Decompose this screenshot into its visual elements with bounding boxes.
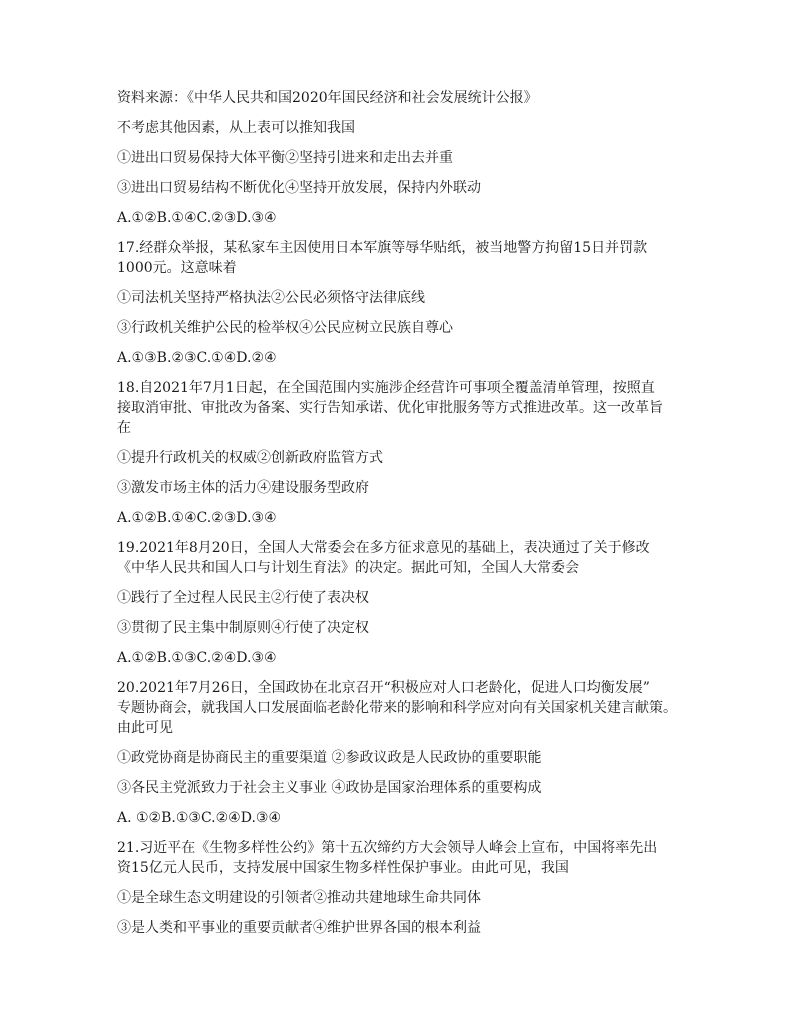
option-line: ①司法机关坚持严格执法②公民必须恪守法律底线 — [117, 290, 425, 306]
question-stem: 不考虑其他因素，从上表可以推知我国 — [117, 120, 355, 136]
question-17 — [117, 238, 707, 368]
question-stem: 19.2021年8月20日，全国人大常委会在多方征求意见的基础上，表决通过了关于修改 — [117, 540, 650, 556]
question-18 — [117, 378, 707, 528]
answer-choices: A.①②B.①③C.②④D.③④ — [117, 650, 277, 666]
answer-choices: A.①②B.①④C.②③D.③④ — [117, 510, 277, 526]
answer-choices: A.①②B.①④C.②③D.③④ — [117, 210, 277, 226]
source-note: 资料来源：《中华人民共和国2020年国民经济和社会发展统计公报》 — [117, 90, 538, 106]
option-line: ①提升行政机关的权威②创新政府监管方式 — [117, 450, 383, 466]
option-line: ③各民主党派致力于社会主义事业 ④政协是国家治理体系的重要构成 — [117, 780, 542, 796]
question-16 — [117, 118, 707, 228]
option-line: ①进出口贸易保持大体平衡②坚持引进来和走出去并重 — [117, 150, 453, 166]
question-stem: 专题协商会，就我国人口发展面临老龄化带来的影响和科学应对向有关国家机关建言献策。 — [117, 700, 677, 716]
option-line: ③是人类和平事业的重要贡献者④维护世界各国的根本利益 — [117, 920, 481, 936]
option-line: ①是全球生态文明建设的引领者②推动共建地球生命共同体 — [117, 890, 481, 906]
answer-choices: A. ①②B.①③C.②④D.③④ — [117, 810, 281, 826]
question-stem: 《中华人民共和国人口与计划生育法》的决定。据此可知，全国人大常委会 — [117, 560, 579, 576]
option-line: ③行政机关维护公民的检举权④公民应树立民族自尊心 — [117, 320, 453, 336]
question-19 — [117, 538, 707, 668]
exam-page — [117, 88, 707, 938]
answer-choices: A.①③B.②③C.①④D.②④ — [117, 350, 277, 366]
question-stem: 接取消审批、审批改为备案、实行告知承诺、优化审批服务等方式推进改革。这一改革旨 — [117, 400, 663, 416]
question-stem: 在 — [117, 420, 131, 436]
question-stem: 资15亿元人民币，支持发展中国家生物多样性保护事业。由此可见，我国 — [117, 860, 569, 876]
option-line: ③贯彻了民主集中制原则④行使了决定权 — [117, 620, 369, 636]
question-stem: 20.2021年7月26日，全国政协在北京召开“积极应对人口老龄化，促进人口均衡发展” — [117, 680, 650, 696]
question-stem: 由此可见 — [117, 720, 173, 736]
question-stem: 17.经群众举报，某私家车主因使用日本军旗等辱华贴纸，被当地警方拘留15日并罚款 — [117, 240, 648, 256]
question-20 — [117, 678, 707, 828]
option-line: ①践行了全过程人民民主②行使了表决权 — [117, 590, 369, 606]
option-line: ③进出口贸易结构不断优化④坚持开放发展，保持内外联动 — [117, 180, 481, 196]
question-stem: 21.习近平在《生物多样性公约》第十五次缔约方大会领导人峰会上宣布，中国将率先出 — [117, 840, 658, 856]
question-stem: 1000元。这意味着 — [117, 260, 237, 276]
option-line: ③激发市场主体的活力④建设服务型政府 — [117, 480, 369, 496]
question-stem: 18.自2021年7月1日起，在全国范围内实施涉企经营许可事项全覆盖清单管理，按照直 — [117, 380, 655, 396]
option-line: ①政党协商是协商民主的重要渠道 ②参政议政是人民政协的重要职能 — [117, 750, 542, 766]
question-21 — [117, 838, 707, 938]
